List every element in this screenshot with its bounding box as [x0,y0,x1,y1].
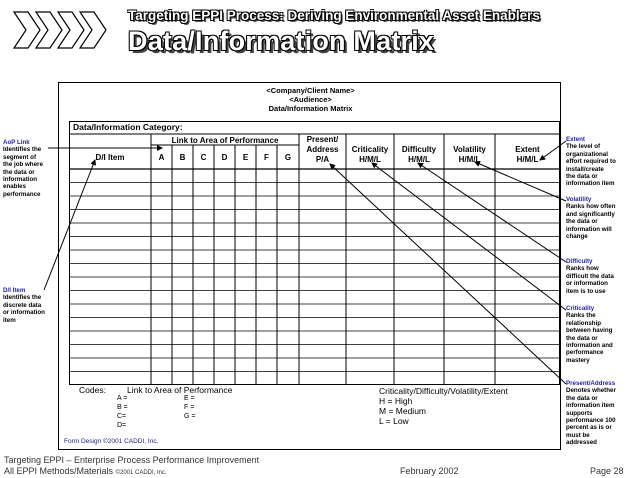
extent-note-line: install/create [566,165,604,173]
code-c: C= [117,413,127,420]
col-f-header: F [264,153,269,162]
difficulty-scale: H/M/L [408,155,430,164]
di-note-line: Identifies the [3,294,42,302]
di-item-note [3,287,45,324]
rating-legend [379,386,508,426]
difficulty-note-line: difficult the data [566,272,614,280]
category-label: Data/Information Category: [73,122,183,132]
difficulty-note [566,258,614,295]
aop-note-title: AoP Link [3,139,30,146]
matrix-form [58,82,561,450]
footer-line-2 [4,466,167,476]
present-note-line: information item [566,402,615,410]
volatility-note-line: and significantly [566,210,615,218]
legend-title: Criticality/Difficulty/Volatility/Extent [379,386,508,396]
criticality-note [566,305,613,364]
di-note-line: discrete data [3,301,42,309]
present-note-line: addressed [566,439,597,447]
volatility-note-line: the data or [566,218,598,226]
criticality-note-line: between having [566,327,613,335]
chevron-arrows-logo [12,8,122,52]
footer-date: February 2002 [400,466,459,476]
volatility-header: Volatility [453,145,486,154]
code-g: G = [184,413,196,420]
volatility-note-line: change [566,233,588,241]
col-c-header: C [200,153,207,162]
criticality-note-line: Ranks the [566,312,596,320]
extent-note-title: Extent [566,136,585,143]
aop-note-line: the job where [3,161,43,169]
volatility-note-line: information will [566,225,612,233]
aop-note-line: enables [3,183,27,191]
aop-note-line: performance [3,190,41,198]
difficulty-note-line: Ranks how [566,265,599,273]
form-name: Data/Information Matrix [268,104,353,113]
company-name-placeholder: <Company/Client Name> [266,86,355,95]
code-e: E = [184,395,195,402]
link-area-header: Link to Area of Performance [171,136,279,145]
page-subtitle: Targeting EPPI Process: Deriving Environmental Asset Enablers [128,8,540,23]
extent-note-line: The level of [566,143,601,151]
present-header-2: Address [306,145,339,154]
present-note-line: Denotes whether [566,387,616,395]
volatility-scale: H/M/L [458,155,481,164]
aop-note-line: segment of [3,153,37,161]
legend-medium: M = Medium [379,406,426,416]
criticality-header: Criticality [351,145,389,154]
aop-note-line: information [3,176,38,184]
code-d: D= [117,422,127,429]
difficulty-note-line: or information [566,280,608,288]
volatility-note-title: Volatility [566,196,592,203]
present-note-line: percent as is or [566,424,612,432]
extent-scale: H/M/L [516,155,539,164]
present-header-1: Present/ [306,135,339,144]
volatility-note [566,196,616,240]
di-note-line: item [3,316,16,324]
difficulty-header: Difficulty [401,145,437,154]
codes-title: Link to Area of Performance [127,385,233,395]
volatility-note-line: Ranks how often [566,203,616,211]
footer-line-1: Targeting EPPI – Enterprise Process Performance Improvement [4,455,260,465]
criticality-note-line: mastery [566,356,590,364]
present-header-3: P/A [315,155,330,164]
extent-note-line: organizational [566,150,608,158]
footer-methods: All EPPI Methods/Materials [4,466,114,476]
extent-note-line: the data or [566,173,598,181]
present-note-line: must be [566,431,590,439]
page-number: Page 28 [590,466,624,476]
criticality-note-line: performance [566,349,604,357]
aop-note-line: the data or [3,168,35,176]
di-note-line: or information [3,309,45,317]
page-title: Data/Information Matrix [128,26,435,56]
difficulty-note-title: Difficulty [566,258,593,265]
present-address-note [566,380,616,447]
di-note-title: D/I Item [3,287,26,294]
col-g-header: G [284,153,292,162]
criticality-note-line: the data or [566,334,598,342]
extent-note-line: information item [566,180,615,188]
col-b-header: B [179,153,186,162]
legend-low: L = Low [379,416,409,426]
present-note-line: supports [566,409,593,417]
extent-note-line: effort required to [566,158,616,166]
legend-high: H = High [379,396,413,406]
footer-copyright: ©2001 CADDI, Inc. [115,470,167,476]
code-f: F = [184,404,195,411]
codes-label: Codes: [79,385,106,395]
code-a: A = [117,395,128,402]
col-d-header: D [221,153,228,162]
difficulty-note-line: item is to use [566,287,606,295]
criticality-note-line: information and [566,342,613,350]
code-b: B = [117,404,128,411]
criticality-scale: H/M/L [359,155,381,164]
col-a-header: A [158,153,165,162]
present-note-line: the data or [566,394,598,402]
extent-header: Extent [515,145,540,154]
criticality-note-line: relationship [566,319,602,327]
aop-note-line: Identifies the [3,146,42,154]
col-e-header: E [242,153,249,162]
present-note-line: performance 100 [566,417,616,425]
criticality-note-title: Criticality [566,305,595,312]
di-item-header: D/I Item [95,153,125,162]
present-note-title: Present/Address [566,380,616,387]
aop-link-note [3,139,43,198]
form-design-credit: Form Design ©2001 CADDI, Inc. [64,438,159,445]
audience-placeholder: <Audience> [289,95,332,104]
extent-note [566,136,616,188]
